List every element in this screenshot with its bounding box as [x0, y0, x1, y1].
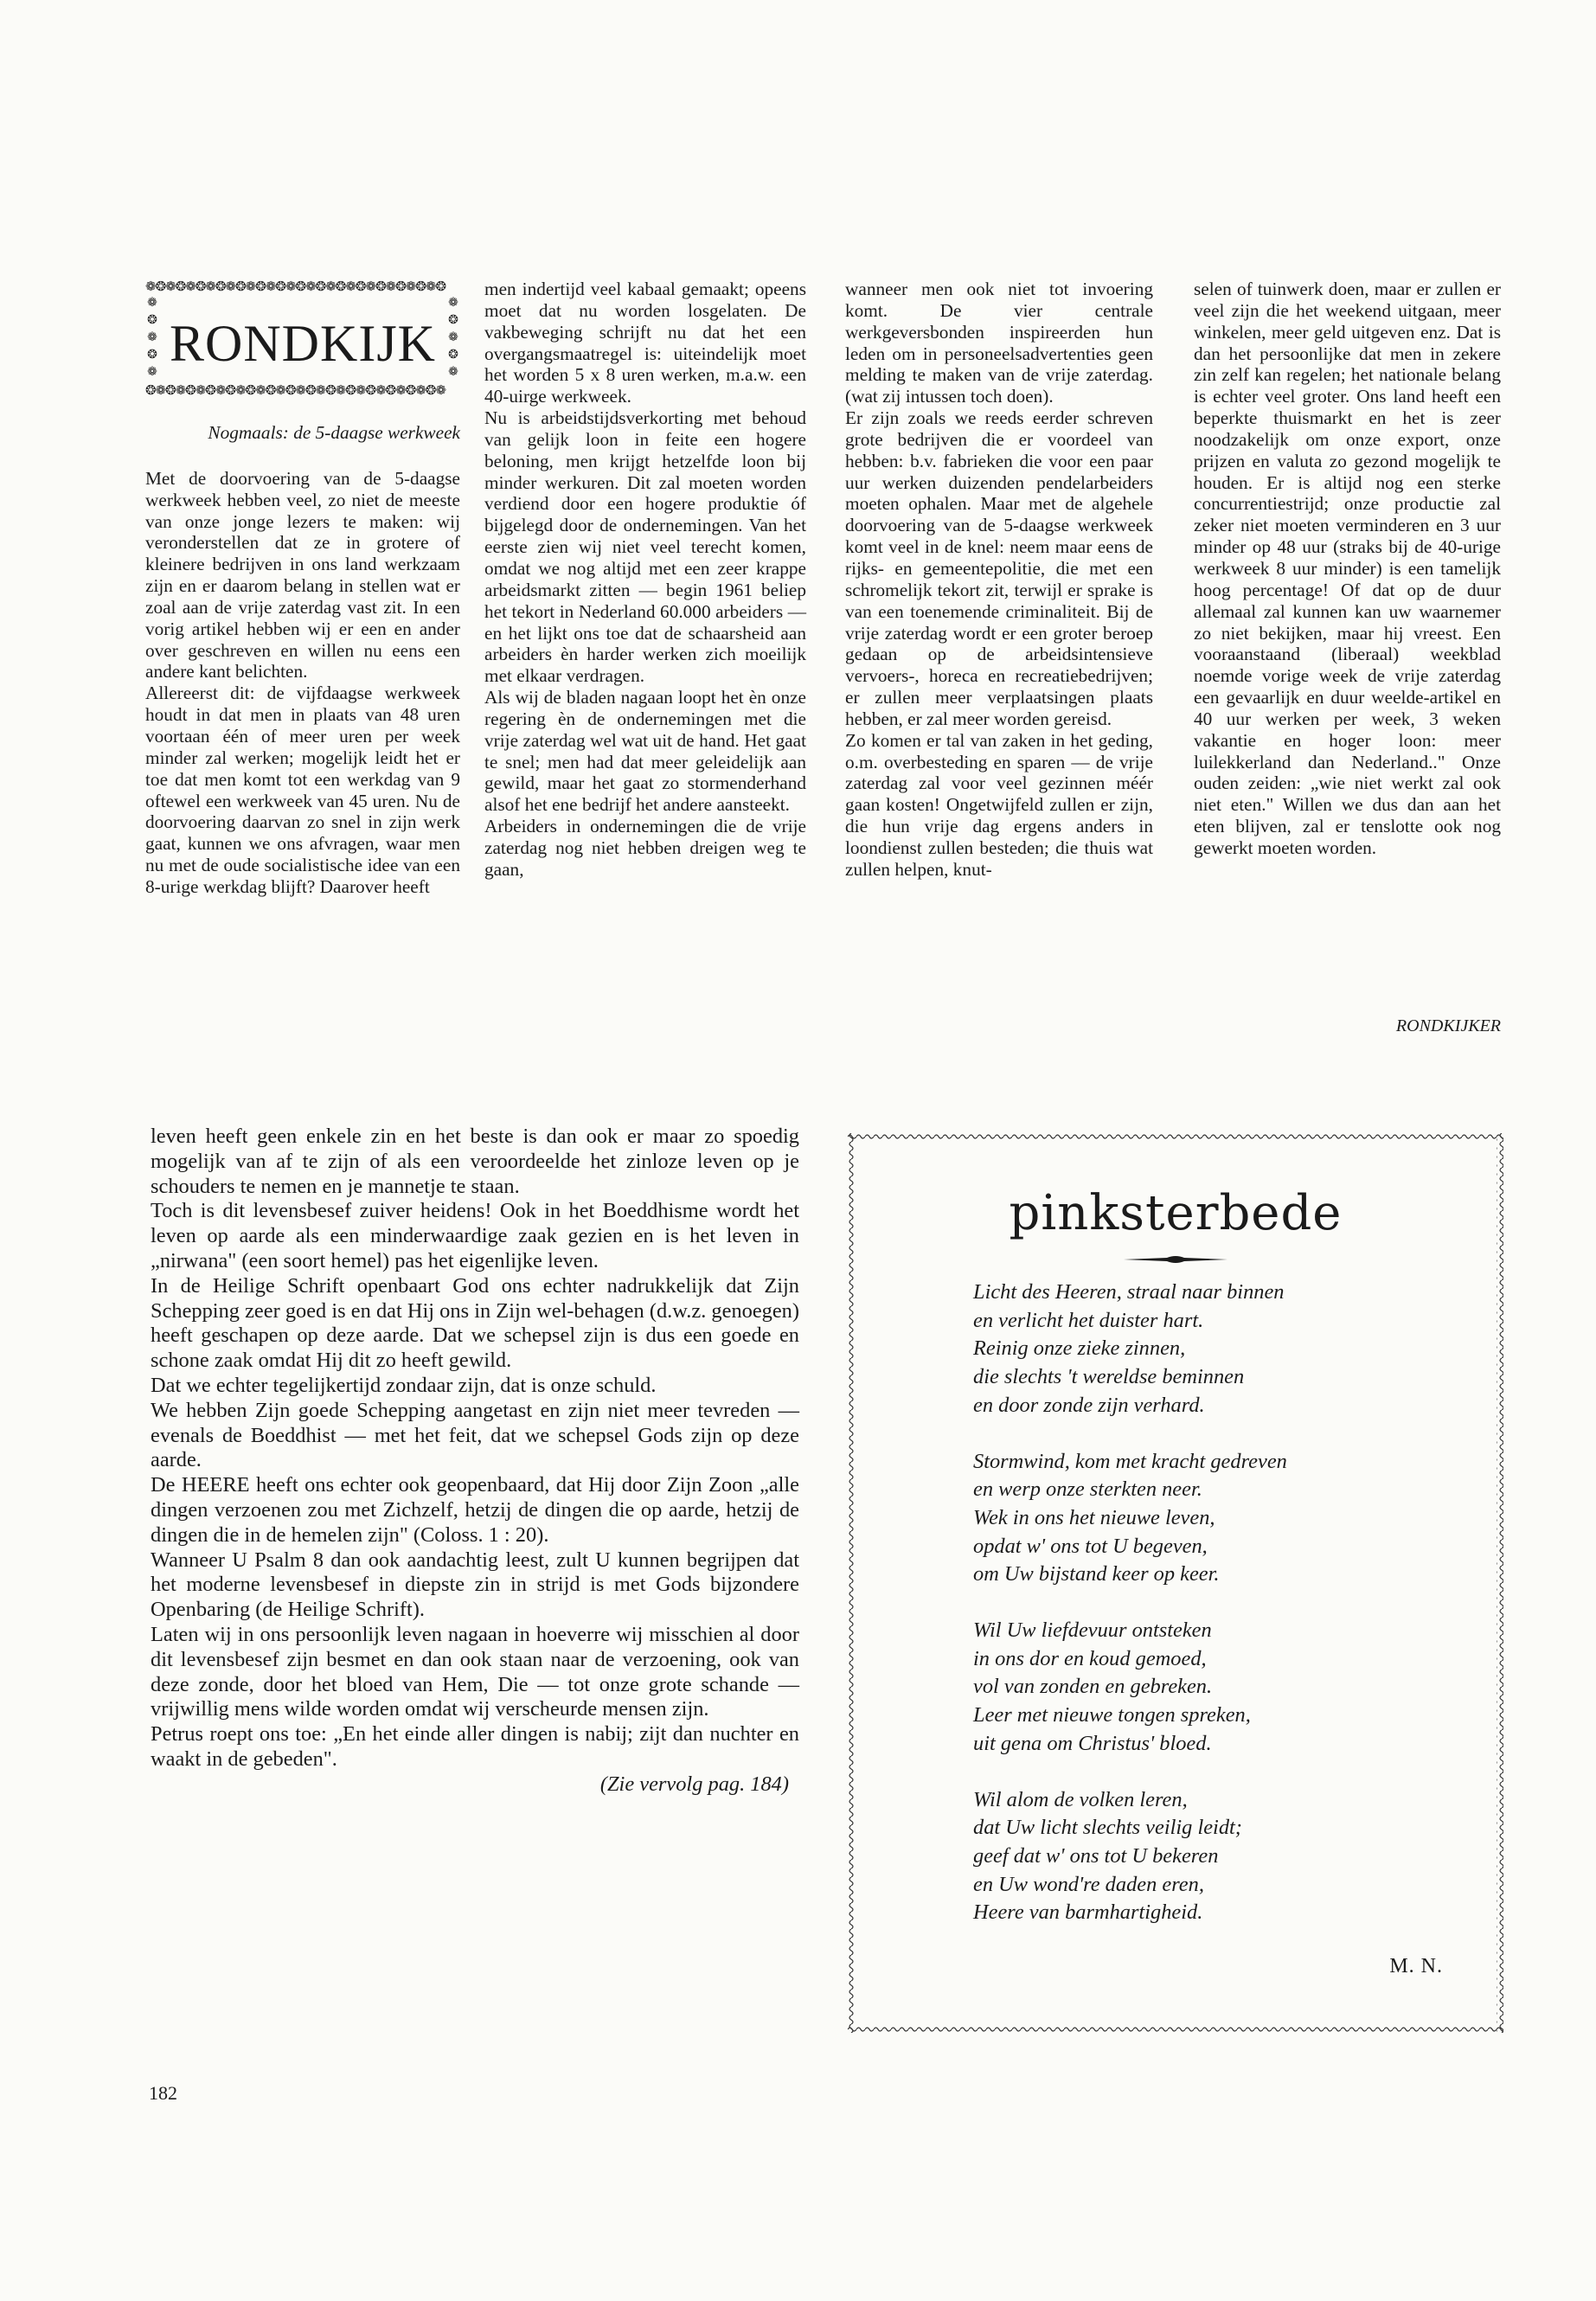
poem-line: en door zonde zijn verhard. [973, 1393, 1205, 1417]
paragraph: Nu is arbeidstijdsverkorting met behoud van gelijk loon in feite een hogere beloning, men krijgt hetzelfde loon bij minder werkuren. Dit zal moeten worden verdiend door een hogere produktie óf bijgelegd door de ondernemingen. Van het eerste zien wij niet veel terecht komen, omdat we nog altijd met een zeer krappe arbeidsmarkt zitten — begin 1961 beliep het tekort in Nederland 60.000 arbeiders — en het lijkt ons toe dat de schaarsheid aan arbeiders èn harder werken zich moeilijk met elkaar verdragen. [484, 407, 806, 687]
poem-line: geef dat w' ons tot U bekeren [973, 1843, 1219, 1868]
poem-line: Wil Uw liefdevuur ontsteken [973, 1618, 1212, 1643]
paragraph: Er zijn zoals we reeds eerder schreven grote bedrijven die er voordeel van hebben: b.v. fabrieken die voor een paar uur werken duizenden pendelarbeiders moeten ophalen. Maar met de algehele doorvoering van de 5-daagse werkweek komt veel in de knel: neem maar eens de rijks- en gemeentepolitie, die met een schromelijk tekort zit, terwijl er sprake is van een toenemende criminaliteit. Bij de vrije zaterdag wordt er een groter beroep gedaan op de arbeidsintensieve vervoers-, horeca en recreatiebedrijven; er zullen meer verplaatsingen plaats hebben, er zal meer worden gereisd. [845, 407, 1153, 729]
rondkijk-header-box [145, 279, 460, 398]
poem-line: Licht des Heeren, straal naar binnen [973, 1280, 1285, 1304]
paragraph: Allereerst dit: de vijfdaagse werkweek houdt in dat men in plaats van 48 uren voortaan één of meer uren per week minder zal werken; mogelijk leidt het er toe dat men komt tot een werkdag van 9 oftewel een werkweek van 45 uren. Nu de doorvoering daarvan zo snel in zijn werk gaat, kunnen we ons afvragen, waar men nu met de oude socialistische idee van een 8-urige werkdag blijft? Daarover heeft [145, 683, 460, 897]
poem-line: Reinig onze zieke zinnen, [973, 1336, 1186, 1361]
rondkijk-column-2 [484, 279, 806, 881]
paragraph: leven heeft geen enkele zin en het beste is dan ook er maar zo spoedig mogelijk van af te zijn of als een veroordeelde het zinloze leven op je schouders te nemen en je mannetje te staan. [151, 1125, 799, 1198]
paragraph: De HEERE heeft ons echter ook geopenbaard, dat Hij door Zijn Zoon „alle dingen verzoenen zou met Zichzelf, hetzij de dingen die op aarde, hetzij de dingen die in de hemelen zijn" (Coloss. 1 : 20). [151, 1473, 799, 1547]
page-number: 182 [149, 2082, 177, 2104]
paragraph: Zo komen er tal van zaken in het geding, o.m. overbesteding en sparen — de vrije zaterdag zal voor veel gezinnen méér gaan kosten! Ongetwijfeld zullen er zijn, die hun vrije dag ergens anders in loondienst zullen besteden; die thuis wat zullen helpen, knut- [845, 729, 1153, 880]
paragraph: Als wij de bladen nagaan loopt het èn onze regering èn de ondernemingen met die vrije zaterdag wel wat uit de hand. Het gaat te snel; men had dat meer geleidelijk aan gewild, maar het gaat zo stormenderhand alsof het ene bedrijf het andere aansteekt. [484, 687, 806, 816]
poem-line: en verlicht het duister hart. [973, 1308, 1204, 1332]
ornamental-border-right: ❁ ❂ ❁ ❂ ❁ [448, 296, 458, 379]
poem-author: M. N. [1389, 1955, 1443, 1977]
continued-note: (Zie vervolg pag. 184) [599, 1772, 789, 1796]
article-text [151, 1125, 799, 1798]
rondkijk-column-4 [1194, 279, 1501, 859]
paragraph: We hebben Zijn goede Schepping aangetast en zijn niet meer tevreden — evenals de Boeddhist — met het feit, dat we schepsel Gods zijn op deze aarde. [151, 1398, 799, 1472]
poem-line: in ons dor en koud gemoed, [973, 1646, 1207, 1670]
paragraph: Dat we echter tegelijkertijd zondaar zijn, dat is onze schuld. [151, 1373, 657, 1397]
poem-stanza [973, 1786, 1423, 1928]
paragraph: Laten wij in ons persoonlijk leven nagaan in hoeverre wij misschien al door dit levensbesef zijn besmet en dan ook staan naar de verzoening, ook van deze zonde, door het bloed van Hem, Die — tot onze grote schande — vrijwillig mens wilde worden omdat wij verscheurde mensen zijn. [151, 1622, 799, 1721]
ornamental-border-left: ❁ ❂ ❁ ❂ ❁ [147, 296, 157, 379]
paragraph: men indertijd veel kabaal gemaakt; opeens moet dat nu worden losgelaten. De vakbeweging schrijft nu dat het een overgangsmaatregel is: uiteindelijk moet het worden 5 x 8 uren werken, m.a.w. een 40-uirge werkweek. [484, 279, 806, 407]
poem-line: Heere van barmhartigheid. [973, 1900, 1203, 1925]
poem-line: vol van zonden en gebreken. [973, 1675, 1213, 1699]
rondkijk-title: RONDKIJK [170, 315, 436, 372]
poem-stanza [973, 1448, 1423, 1590]
poem-line: om Uw bijstand keer op keer. [973, 1562, 1220, 1586]
paragraph: Wanneer U Psalm 8 dan ook aandachtig leest, zult U kunnen begrijpen dat het moderne levensbesef in diepste zin in strijd is met Gods bijzondere Openbaring (de Heilige Schrift). [151, 1548, 799, 1622]
poem-line: en Uw wond're daden eren, [973, 1872, 1204, 1896]
ornamental-border-top: ❁❂❁❂❁❂❁❂❁❂❁❂❁❂❁❂❁❂❁❂❁❂❁❂❁❂❁❂❁❂ [145, 279, 446, 294]
poem-line: uit gena om Christus' bloed. [973, 1731, 1212, 1755]
rondkijk-column-3 [845, 279, 1153, 881]
poem-title: pinksterbede [1009, 1185, 1343, 1241]
poem-line: en werp onze sterkten neer. [973, 1477, 1202, 1502]
ornamental-divider [1124, 1254, 1227, 1265]
poem-line: Stormwind, kom met kracht gedreven [973, 1449, 1287, 1473]
poem-line: Wek in ons het nieuwe leven, [973, 1505, 1215, 1529]
paragraph: In de Heilige Schrift openbaart God ons echter nadrukkelijk dat Zijn Schepping zeer goed is en dat Hij ons in Zijn wel-behagen (d.w.z. genoegen) heeft geschapen op deze aarde. Dat we schepsel zijn is dus een goede en schone zaak omdat Hij dit zo heeft gewild. [151, 1273, 799, 1373]
paragraph: selen of tuinwerk doen, maar er zullen er veel zijn die het weekend uitgaan, meer winkelen, meer geld uitgeven enz. Dat is dan het persoonlijke dat men in zekere zin zelf kan regelen; het nationale belang is echter veel groter. Ons land heeft een beperkte thuismarkt en het is zeer noodzakelijk om onze export, onze prijzen en valuta zo gezond mogelijk te houden. Er is altijd nog een sterke concurrentiestrijd; onze productie zal zeker niet moeten verminderen en 3 uur minder op 48 uur (straks bij de 40-urige werkweek 8 uur minder) is een tamelijk hoog percentage! Of dat op de duur allemaal zal kunnen kan uw waarnemer zo niet bekijken, maar hij vreest. Een vooraanstaand (liberaal) weekblad noemde vorige week de vrije zaterdag een gevaarlijk en duur weelde-artikel en 40 uur werken per week, 3 weken vakantie en hoger loon: meer luilekkerland dan Nederland.." Onze ouden zeiden: „wie niet werkt zal ook niet eten." Willen we dus dan aan het eten blijven, zal er tenslotte ook nog gewerkt moeten worden. [1194, 279, 1501, 858]
paragraph: Met de doorvoering van de 5-daagse werkweek hebben veel, zo niet de meeste van onze jonge lezers te maken: wij veronderstellen dat ze in grotere of kleinere bedrijven in ons land werkzaam zijn en er daarom belang in stellen wat er zoal aan de vrije zaterdag vast zit. In een vorig artikel hebben wij er een en ander over geschreven en willen nu eens een andere kant belichten. [145, 467, 460, 683]
ornamental-border-bottom: ❂❁❂❁❂❁❂❁❂❁❂❁❂❁❂❁❂❁❂❁❂❁❂❁❂❁❂❁❂❁ [145, 382, 446, 398]
paragraph: Arbeiders in ondernemingen die de vrije zaterdag nog niet hebben dreigen weg te gaan, [484, 816, 806, 880]
rondkijk-column-1 [145, 422, 460, 898]
poem-line: dat Uw licht slechts veilig leidt; [973, 1816, 1242, 1840]
rondkijk-subtitle: Nogmaals: de 5-daagse werkweek [208, 422, 460, 443]
poem-text [973, 1279, 1423, 1955]
paragraph: Toch is dit levensbesef zuiver heidens! Ook in het Boeddhisme wordt het leven op aarde als een minderwaardige zaak gezien en is het leven in „nirwana" (een soort hemel) pas het eigenlijke leven. [151, 1199, 799, 1272]
poem-line: Leer met nieuwe tongen spreken, [973, 1703, 1251, 1727]
poem-stanza [973, 1279, 1423, 1420]
poem-box [848, 1133, 1503, 2033]
poem-line: opdat w' ons tot U begeven, [973, 1534, 1208, 1558]
poem-stanza [973, 1617, 1423, 1759]
poem-line: Wil alom de volken leren, [973, 1787, 1188, 1811]
poem-line: die slechts 't wereldse beminnen [973, 1365, 1245, 1389]
paragraph: Petrus roept ons toe: „En het einde aller dingen is nabij; zijt dan nuchter en waakt in de gebeden". [151, 1722, 799, 1771]
rondkijk-signature: RONDKIJKER [1395, 1016, 1501, 1035]
paragraph: wanneer men ook niet tot invoering komt. De vier centrale werkgeversbonden inspireerden hun leden om in personeelsadvertenties geen melding te maken van de vrije zaterdag. (wat zij intussen toch doen). [845, 279, 1153, 407]
